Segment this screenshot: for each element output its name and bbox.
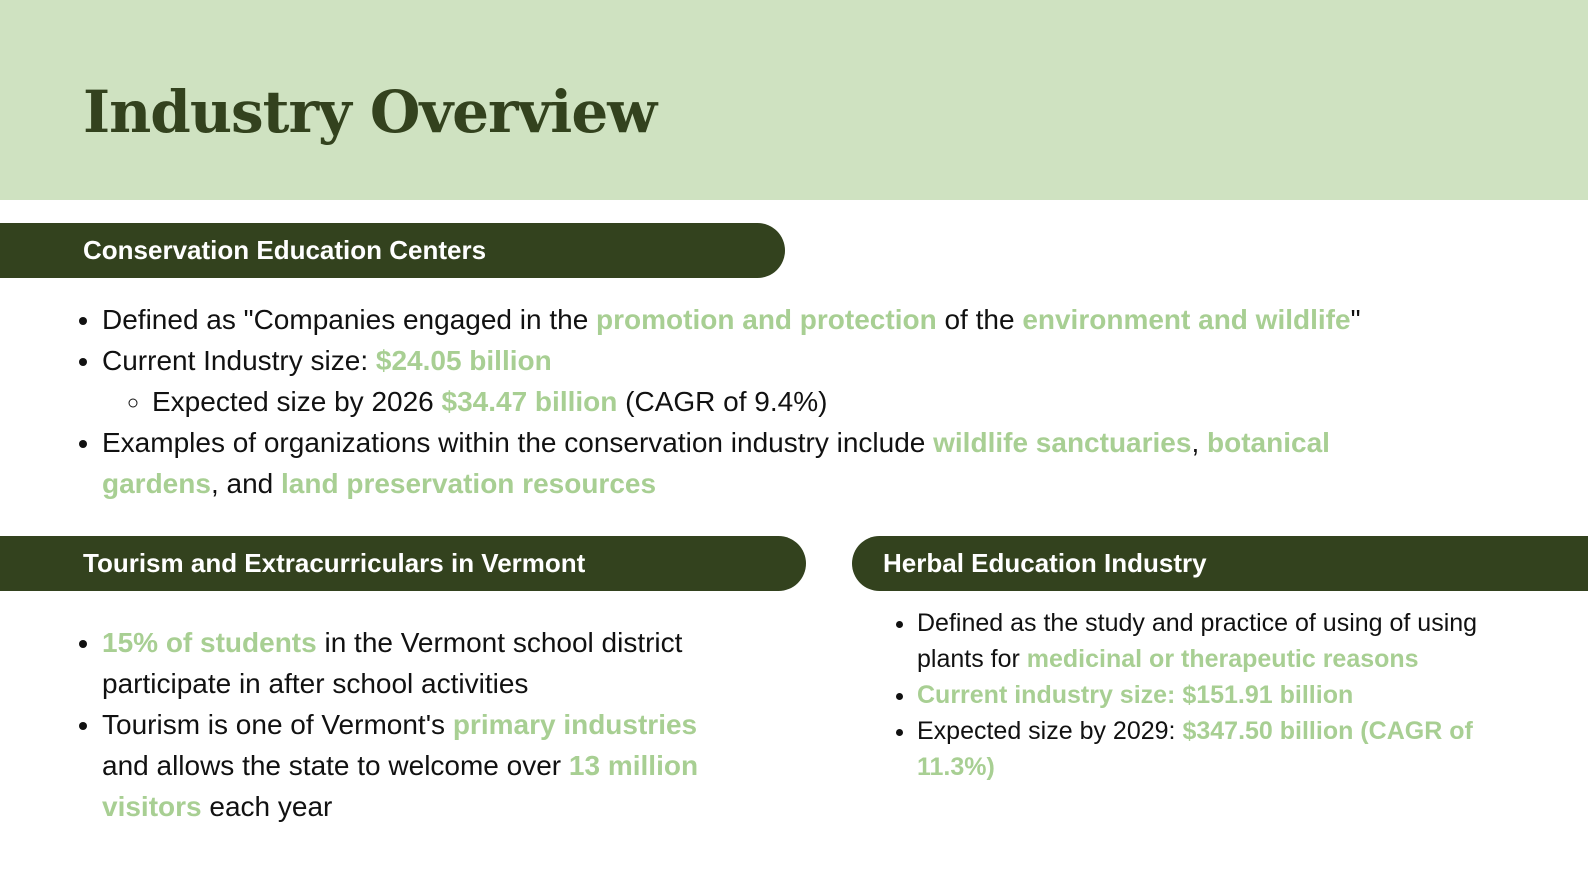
list-item: • Expected size by 2029: $347.50 billion (CAGR of 11.3%) [917,713,1537,785]
page-title: Industry Overview [83,78,657,146]
highlight-text: $34.47 billion [441,386,618,417]
list-item: • 15% of students in the Vermont school district participate in after school activities [102,622,702,704]
list-item: • Examples of organizations within the conservation industry include wildlife sanctuaries, botanical gardens, and land preservation resources [102,422,1442,504]
herbal-bullet-list [917,605,1537,785]
list-item: ◦ Expected size by 2026 $34.47 billion (CAGR of 9.4%) [152,381,1442,422]
highlight-text: $24.05 billion [375,345,552,376]
highlight-text: environment and wildlife [1022,304,1351,335]
section-header-herbal: Herbal Education Industry [852,536,1588,591]
sub-bullet-list [152,381,1442,422]
list-item: • Current Industry size: $24.05 billion ◦ Expected size by 2026 $34.47 billion (CAGR of 9.4%) [102,340,1442,422]
section-header-tourism: Tourism and Extracurriculars in Vermont [0,536,806,591]
list-item: • Defined as "Companies engaged in the promotion and protection of the environment and wildlife" [102,299,1442,340]
highlight-text: 13 million visitors [102,750,699,822]
highlight-text: land preservation resources [281,468,657,499]
highlight-text: botanical gardens [102,427,1330,499]
list-item: • Tourism is one of Vermont's primary industries and allows the state to welcome over 13 million visitors each year [102,704,702,827]
highlight-text: Current industry size: $151.91 billion [917,681,1354,709]
list-item [917,677,1537,713]
highlight-text: wildlife sanctuaries [933,427,1192,458]
highlight-text: medicinal or therapeutic reasons [1026,645,1419,673]
section-header-conservation: Conservation Education Centers [0,223,785,278]
highlight-text: promotion and protection [596,304,937,335]
tourism-bullet-list [102,622,702,827]
highlight-text: primary industries [452,709,698,740]
list-item: • Defined as the study and practice of using of using plants for medicinal or therapeutic reasons [917,605,1537,677]
conservation-bullet-list [102,299,1442,504]
highlight-text: 15% of students [102,627,317,658]
highlight-text: $347.50 billion (CAGR of 11.3%) [917,717,1473,781]
